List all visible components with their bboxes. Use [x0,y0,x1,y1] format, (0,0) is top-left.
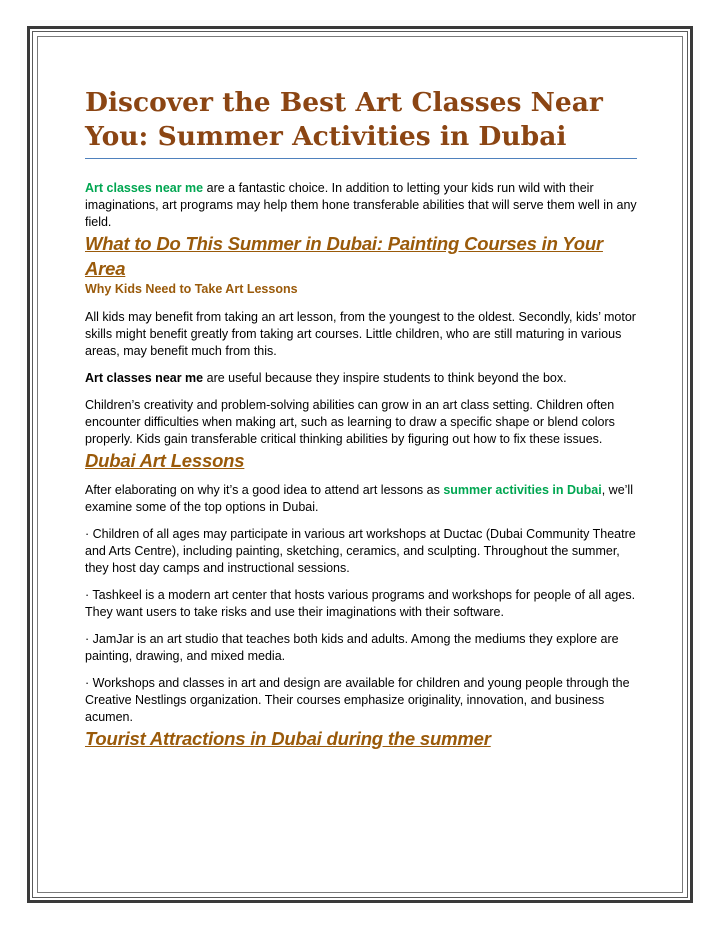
options-intro-pre: After elaborating on why it’s a good idea to attend art lessons as [85,483,444,497]
paragraph-options-intro [85,482,637,516]
section-heading-painting-courses: What to Do This Summer in Dubai: Painting Courses in Your Area [85,233,603,279]
summer-activities-link[interactable]: summer activities in Dubai [443,483,602,497]
page-title: Discover the Best Art Classes Near You: Summer Activities in Dubai [85,86,637,159]
subheading-why-kids: Why Kids Need to Take Art Lessons [85,282,298,296]
art-classes-bold: Art classes near me [85,371,204,385]
list-item: · JamJar is an art studio that teaches both kids and adults. Among the mediums they explore are painting, drawing, and mixed media. [85,632,619,663]
paragraph-benefits: All kids may benefit from taking an art lesson, from the youngest to the oldest. Secondly, kids’ motor skills might benefit greatly from taking art courses. Little children, who are still maturing in various areas, may benefit much from this. [85,310,636,358]
intro-text: are a fantastic choice. In addition to letting your kids run wild with their imaginations, art programs may help them hone transferable abilities that will serve them well in any field. [85,181,637,229]
list-item: · Children of all ages may participate in various art workshops at Ductac (Dubai Community Theatre and Arts Centre), including painting, sketching, ceramics, and sculpting. Throughout the summer, they host day camps and instructional sessions. [85,527,636,575]
paragraph-think-beyond [85,370,637,387]
intro-paragraph [85,180,637,231]
art-classes-link[interactable]: Art classes near me [85,181,204,195]
paragraph-think-beyond-text: are useful because they inspire students to think beyond the box. [203,371,567,385]
list-item: · Workshops and classes in art and design are available for children and young people through the Creative Nestlings organization. Their courses emphasize originality, innovation, and business acumen. [85,676,630,724]
document-body [85,86,637,751]
section-heading-tourist-attractions: Tourist Attractions in Dubai during the summer [85,728,491,749]
paragraph-creativity: Children’s creativity and problem-solving abilities can grow in an art class setting. Children often encounter difficulties when making art, such as learning to draw a specific shape or blend colors properly. Kids gain transferable critical thinking abilities by figuring out how to fix these issues. [85,398,615,446]
section-heading-dubai-art-lessons: Dubai Art Lessons [85,450,245,471]
options-intro-post: , we’ll examine some of the top options in Dubai. [85,483,633,514]
list-item: · Tashkeel is a modern art center that hosts various programs and workshops for people of all ages. They want users to take risks and use their imaginations with their software. [85,588,636,619]
